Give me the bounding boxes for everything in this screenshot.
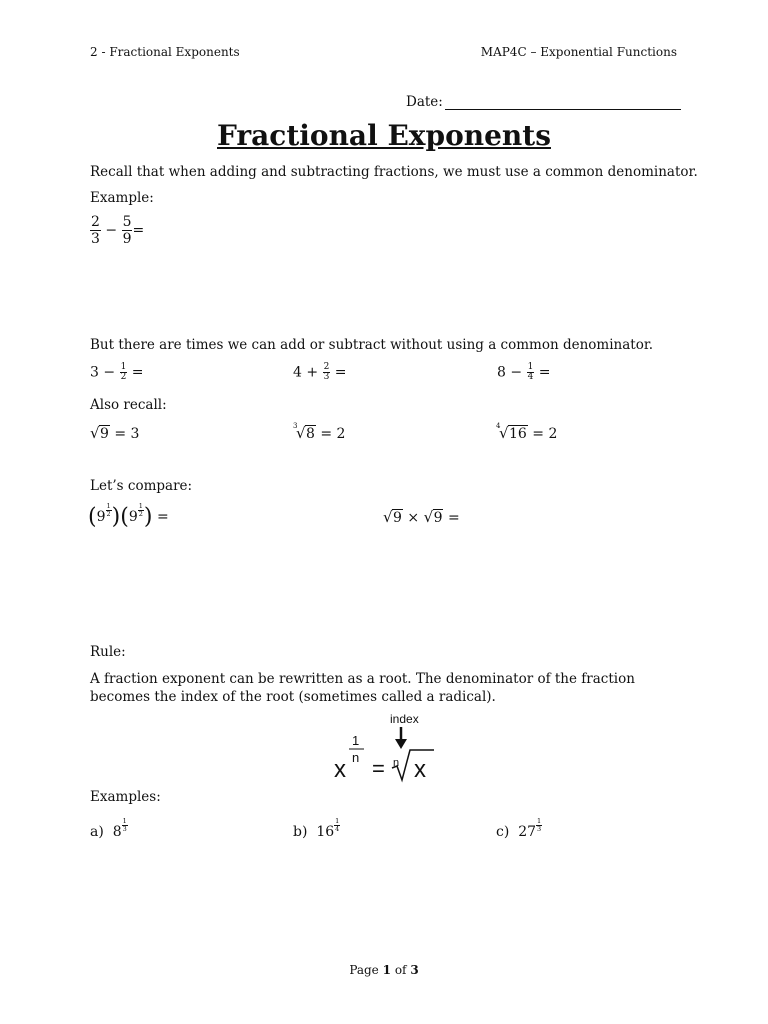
- example-b: b) 16 $\frac{1}{4}$: [293, 817, 340, 841]
- compare-left-expression: (9 $\frac{1}{2}$ )(9 $\frac{1}{2}$ ) =: [88, 502, 169, 530]
- fraction-exponent-diagram: [330, 710, 440, 785]
- fraction: $\frac{5}{9}$: [122, 214, 132, 247]
- mixed-expression-3: 8 − $\frac{1}{4}$ =: [497, 362, 551, 382]
- fraction: $\frac{2}{3}$: [91, 214, 100, 247]
- page-title: Fractional Exponents: [217, 119, 551, 152]
- square-root-9: √ 9 = 3: [90, 424, 140, 442]
- compare-label: Let’s compare:: [90, 478, 193, 494]
- fourth-root-16: 4 √ 16 = 2: [496, 422, 558, 442]
- diagram-exp-num: 1: [352, 733, 360, 748]
- cube-root-8: 3 √ 8 = 2: [293, 422, 346, 442]
- mixed-expression-1: 3 − $\frac{1}{2}$ =: [90, 362, 144, 382]
- example-a: a) 8 $\frac{1}{3}$: [90, 817, 127, 841]
- page-number: Page 1 of 3: [349, 963, 419, 977]
- index-label: index: [390, 712, 419, 726]
- mixed-expression-2: 4 + $\frac{2}{3}$ =: [293, 362, 347, 382]
- diagram-exp-den: n: [352, 750, 360, 765]
- also-recall-label: Also recall:: [90, 397, 167, 413]
- diagram-root-index: n: [393, 757, 400, 769]
- diagram-base: x: [334, 756, 346, 783]
- example-subtraction: $\frac{2}{3}$ − $\frac{5}{9}$ =: [91, 214, 145, 247]
- diagram-equals: =: [372, 756, 385, 781]
- intro-text: Recall that when adding and subtracting fractions, we must use a common denominator.: [90, 164, 698, 180]
- header-right: MAP4C – Exponential Functions: [480, 45, 677, 59]
- example-c: c) 27 $\frac{1}{3}$: [496, 817, 542, 841]
- date-blank: [445, 97, 681, 110]
- compare-right-expression: √ 9 × √ 9 =: [383, 508, 460, 526]
- arrow-head: [395, 739, 407, 749]
- example-label: Example:: [90, 190, 154, 206]
- examples-label: Examples:: [90, 789, 161, 805]
- date-field: [406, 94, 681, 110]
- date-label: Date:: [406, 94, 443, 110]
- rule-label: Rule:: [90, 644, 126, 660]
- but-text: But there are times we can add or subtract without using a common denominator.: [90, 337, 654, 353]
- diagram-radicand: x: [414, 756, 426, 783]
- rule-text: A fraction exponent can be rewritten as a root. The denominator of the fraction becomes the index of the root (sometimes called a radical).: [90, 671, 635, 705]
- header-left: 2 - Fractional Exponents: [90, 45, 240, 59]
